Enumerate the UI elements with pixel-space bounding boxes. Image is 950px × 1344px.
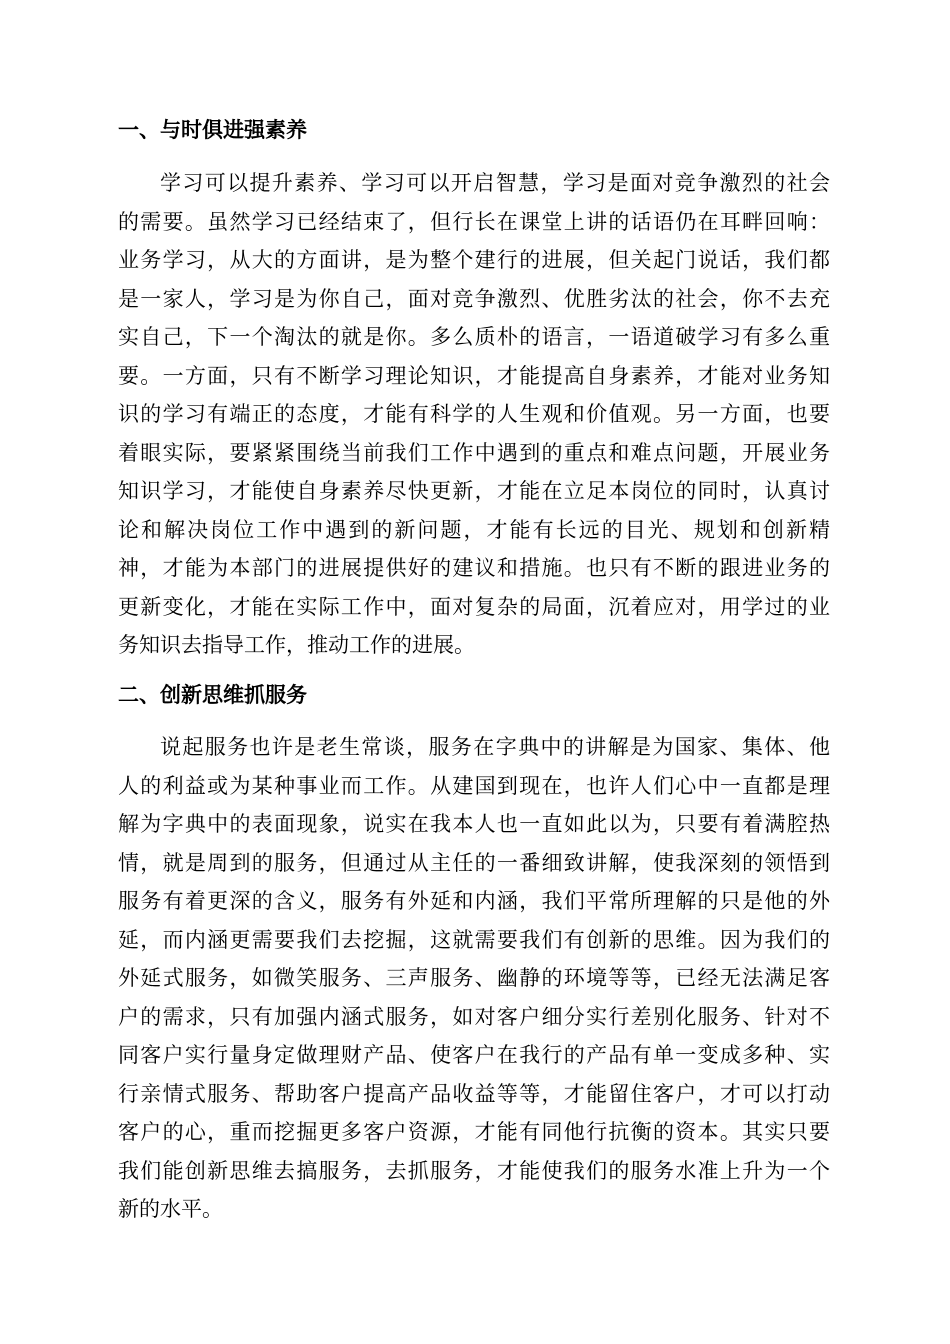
paragraph-line: 行亲情式服务、帮助客户提高产品收益等等，才能留住客户，才可以打动 <box>118 1081 830 1106</box>
paragraph-line: 说起服务也许是老生常谈，服务在字典中的讲解是为国家、集体、他 <box>160 735 830 759</box>
paragraph-line: 解为字典中的表面现象，说实在我本人也一直如此以为，只要有着满腔热 <box>118 812 830 836</box>
paragraph-line: 我们能创新思维去搞服务，去抓服务，才能使我们的服务水准上升为一个 <box>118 1158 830 1183</box>
paragraph-line: 论和解决岗位工作中遇到的新问题，才能有长远的目光、规划和创新精 <box>118 517 830 542</box>
paragraph-line: 务知识去指导工作，推动工作的进展。 <box>118 633 475 657</box>
paragraph-line: 知识学习，才能使自身素养尽快更新，才能在立足本岗位的同时，认真讨 <box>118 479 830 503</box>
paragraph-line: 学习可以提升素养、学习可以开启智慧，学习是面对竞争激烈的社会 <box>160 171 830 195</box>
paragraph-line: 要。一方面，只有不断学习理论知识，才能提高自身素养，才能对业务知 <box>118 363 830 388</box>
paragraph-line: 延，而内涵更需要我们去挖掘，这就需要我们有创新的思维。因为我们的 <box>118 927 830 952</box>
paragraph-line: 的需要。虽然学习已经结束了，但行长在课堂上讲的话语仍在耳畔回响： <box>118 209 830 234</box>
paragraph-line: 是一家人，学习是为你自己，面对竞争激烈、优胜劣汰的社会，你不去充 <box>118 286 830 311</box>
paragraph-line: 神，才能为本部门的进展提供好的建议和措施。也只有不断的跟进业务的 <box>118 556 830 580</box>
paragraph-line: 户的需求，只有加强内涵式服务，如对客户细分实行差别化服务、针对不 <box>118 1004 830 1029</box>
section-heading-1: 一、与时俱进强素养 <box>118 118 307 142</box>
paragraph-line: 服务有着更深的含义，服务有外延和内涵，我们平常所理解的只是他的外 <box>118 889 830 913</box>
paragraph-line: 外延式服务，如微笑服务、三声服务、幽静的环境等等，已经无法满足客 <box>118 966 830 990</box>
section-paragraph-2 <box>118 728 830 1229</box>
section-heading-2: 二、创新思维抓服务 <box>118 683 307 707</box>
section-paragraph-1 <box>118 164 830 665</box>
paragraph-line: 情，就是周到的服务，但通过从主任的一番细致讲解，使我深刻的领悟到 <box>118 850 830 875</box>
paragraph-line: 识的学习有端正的态度，才能有科学的人生观和价值观。另一方面，也要 <box>118 402 830 426</box>
paragraph-line: 着眼实际，要紧紧围绕当前我们工作中遇到的重点和难点问题，开展业务 <box>118 440 830 465</box>
paragraph-line: 客户的心，重而挖掘更多客户资源，才能有同他行抗衡的资本。其实只要 <box>118 1120 830 1144</box>
paragraph-line: 人的利益或为某种事业而工作。从建国到现在，也许人们心中一直都是理 <box>118 773 830 798</box>
paragraph-line: 业务学习，从大的方面讲，是为整个建行的进展，但关起门说话，我们都 <box>118 248 830 272</box>
paragraph-line: 实自己，下一个淘汰的就是你。多么质朴的语言，一语道破学习有多么重 <box>118 325 830 349</box>
paragraph-line: 同客户实行量身定做理财产品、使客户在我行的产品有单一变成多种、实 <box>118 1043 830 1067</box>
paragraph-line: 新的水平。 <box>118 1197 223 1221</box>
paragraph-line: 更新变化，才能在实际工作中，面对复杂的局面，沉着应对，用学过的业 <box>118 594 830 619</box>
